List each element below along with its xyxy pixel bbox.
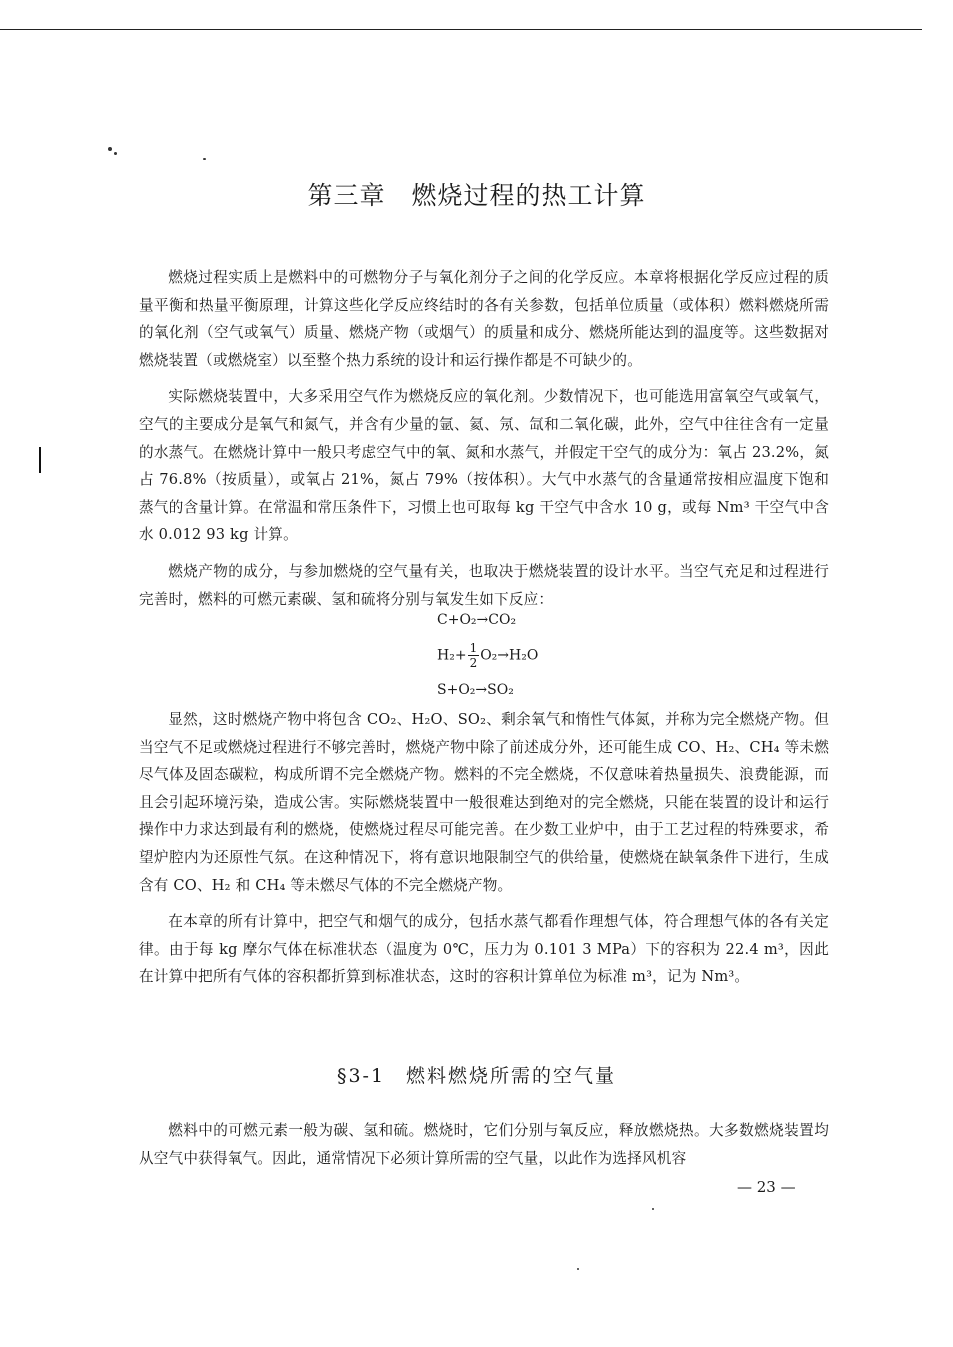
paragraph: 燃料中的可燃元素一般为碳、氢和硫。燃烧时，它们分别与氧反应，释放燃烧热。大多数燃烧装置均从空气中获得氧气。因此，通常情况下必须计算所需的空气量，以此作为选择风机容 (139, 1122, 829, 1167)
fraction (468, 641, 480, 670)
paragraph: 燃烧产物的成分，与参加燃烧的空气量有关，也取决于燃烧装置的设计水平。当空气充足和过程进行完善时，燃料的可燃元素碳、氢和硫将分别与氧发生如下反应： (139, 562, 829, 608)
scan-speck (203, 158, 206, 160)
paragraph: 显然，这时燃烧产物中将包含 CO₂、H₂O、SO₂、剩余氧气和惰性气体氮，并称为完全燃烧产物。但当空气不足或燃烧过程进行不够完善时，燃烧产物中除了前述成分外，还可能生成 CO、H₂、CH₄ 等未燃尽气体及固态碳粒，构成所谓不完全燃烧产物。燃料的不完全燃烧，不仅意味着热量损失、浪费能源，而且会引起环境污染，造成公害。实际燃烧装置中一般很难达到绝对的完全燃烧，只能在装置的设计和运行操作中力求达到最有利的燃烧，使燃烧过程尽可能完善。在少数工业炉中，由于工艺过程的特殊要求，希望炉腔内为还原性气氛。在这种情况下，将有意识地限制空气的供给量，使燃烧在缺氧条件下进行，生成含有 CO、H₂ 和 CH₄ 等未燃尽气体的不完全燃烧产物。 (139, 711, 829, 894)
fraction-numerator: 1 (469, 641, 478, 655)
fraction-denominator: 2 (469, 656, 478, 670)
paragraph: 燃烧过程实质上是燃料中的可燃物分子与氧化剂分子之间的化学反应。本章将根据化学反应过程的质量平衡和热量平衡原理，计算这些化学反应终结时的各有关参数，包括单位质量（或体积）燃料燃烧所需的氧化剂（空气或氧气）质量、燃烧产物（或烟气）的质量和成分、燃烧所能达到的温度等。这些数据对燃烧装置（或燃烧室）以至整个热力系统的设计和运行操作都是不可缺少的。 (139, 269, 829, 369)
scan-margin-mark (39, 447, 41, 473)
section-title: §3-1 燃料燃烧所需的空气量 (336, 1065, 617, 1087)
body-text-bottom (139, 706, 829, 1000)
scan-speck (652, 1208, 654, 1210)
page-number: — 23 — (737, 1178, 796, 1196)
equation-sulfur: S+O₂→SO₂ (437, 682, 514, 698)
scan-speck (577, 1268, 579, 1270)
top-rule (0, 29, 922, 30)
paragraph: 实际燃烧装置中，大多采用空气作为燃烧反应的氧化剂。少数情况下，也可能选用富氧空气或氧气，空气的主要成分是氧气和氮气，并含有少量的氩、氦、氖、氙和二氧化碳，此外，空气中往往含有一定量的水蒸气。在燃烧计算中一般只考虑空气中的氧、氮和水蒸气，并假定干空气的成分为：氧占 23.2%，氮占 76.8%（按质量），或氧占 21%，氮占 79%（按体积）。大气中水蒸气的含量通常按相应温度下饱和蒸气的含量计算。在常温和常压条件下，习惯上也可取每 kg 干空气中含水 10 g，或每 Nm³ 干空气中含水 0.012 93 kg 计算。 (139, 388, 829, 544)
body-text-section (139, 1117, 829, 1181)
body-text-top (139, 264, 829, 622)
scan-speck (114, 152, 117, 155)
equation-carbon: C+O₂→CO₂ (437, 612, 517, 628)
equation-hydrogen (437, 641, 538, 670)
equation-hydrogen-right: O₂→H₂O (480, 647, 539, 664)
chapter-title: 第三章 燃烧过程的热工计算 (307, 181, 646, 210)
equation-hydrogen-left: H₂+ (437, 647, 467, 664)
paragraph: 在本章的所有计算中，把空气和烟气的成分，包括水蒸气都看作理想气体，符合理想气体的各有关定律。由于每 kg 摩尔气体在标准状态（温度为 0℃，压力为 0.101 3 MPa）下的容积为 22.4 m³，因此在计算中把所有气体的容积都折算到标准状态，这时的容积计算单位为标准 m³，记为 Nm³。 (139, 913, 829, 986)
scan-speck (108, 147, 112, 151)
